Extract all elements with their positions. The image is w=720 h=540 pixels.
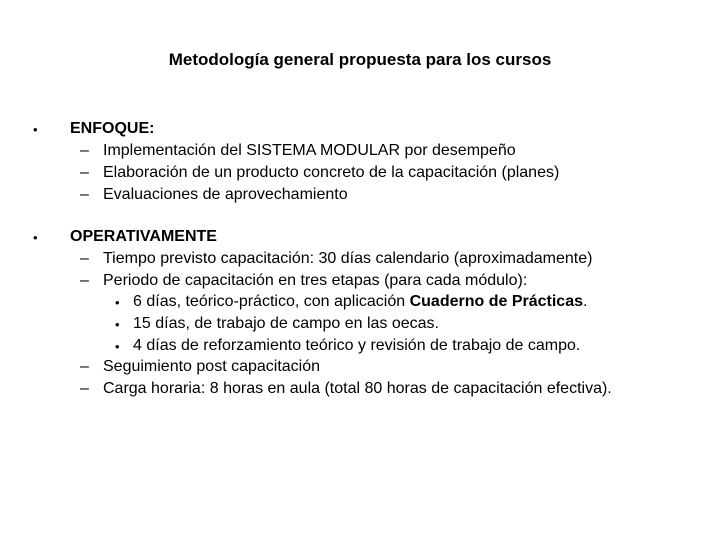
list-item: Periodo de capacitación en tres etapas (para cada módulo): <box>103 272 528 289</box>
item-dash: – <box>80 358 89 375</box>
sub-list-item: 15 días, de trabajo de campo en las oecas. <box>133 315 439 332</box>
section-heading-enfoque: ENFOQUE: <box>70 120 155 137</box>
subitem-bullet: • <box>115 339 120 354</box>
list-item: Elaboración de un producto concreto de la capacitación (planes) <box>103 164 560 181</box>
sub-list-item-emphasis: Cuaderno de Prácticas <box>409 293 583 310</box>
sub-list-item-end: . <box>583 293 588 310</box>
item-dash: – <box>80 164 89 181</box>
item-dash: – <box>80 186 89 203</box>
subitem-bullet: • <box>115 317 120 332</box>
section-heading-operativamente: OPERATIVAMENTE <box>70 228 217 245</box>
sub-list-item-text: 6 días, teórico-práctico, con aplicación <box>133 293 410 310</box>
page-title: Metodología general propuesta para los cursos <box>168 50 552 69</box>
list-item: Evaluaciones de aprovechamiento <box>103 186 348 203</box>
section-bullet: • <box>33 230 38 245</box>
sub-list-item <box>133 292 587 311</box>
subitem-bullet: • <box>115 295 120 310</box>
item-dash: – <box>80 250 89 267</box>
list-item: Carga horaria: 8 horas en aula (total 80 horas de capacitación efectiva). <box>103 380 612 397</box>
section-bullet: • <box>33 122 38 137</box>
item-dash: – <box>80 272 89 289</box>
list-item: Implementación del SISTEMA MODULAR por desempeño <box>103 142 516 159</box>
sub-list-item: 4 días de reforzamiento teórico y revisión de trabajo de campo. <box>133 337 581 354</box>
list-item: Tiempo previsto capacitación: 30 días calendario (aproximadamente) <box>103 250 593 267</box>
item-dash: – <box>80 142 89 159</box>
list-item: Seguimiento post capacitación <box>103 358 321 375</box>
item-dash: – <box>80 380 89 397</box>
